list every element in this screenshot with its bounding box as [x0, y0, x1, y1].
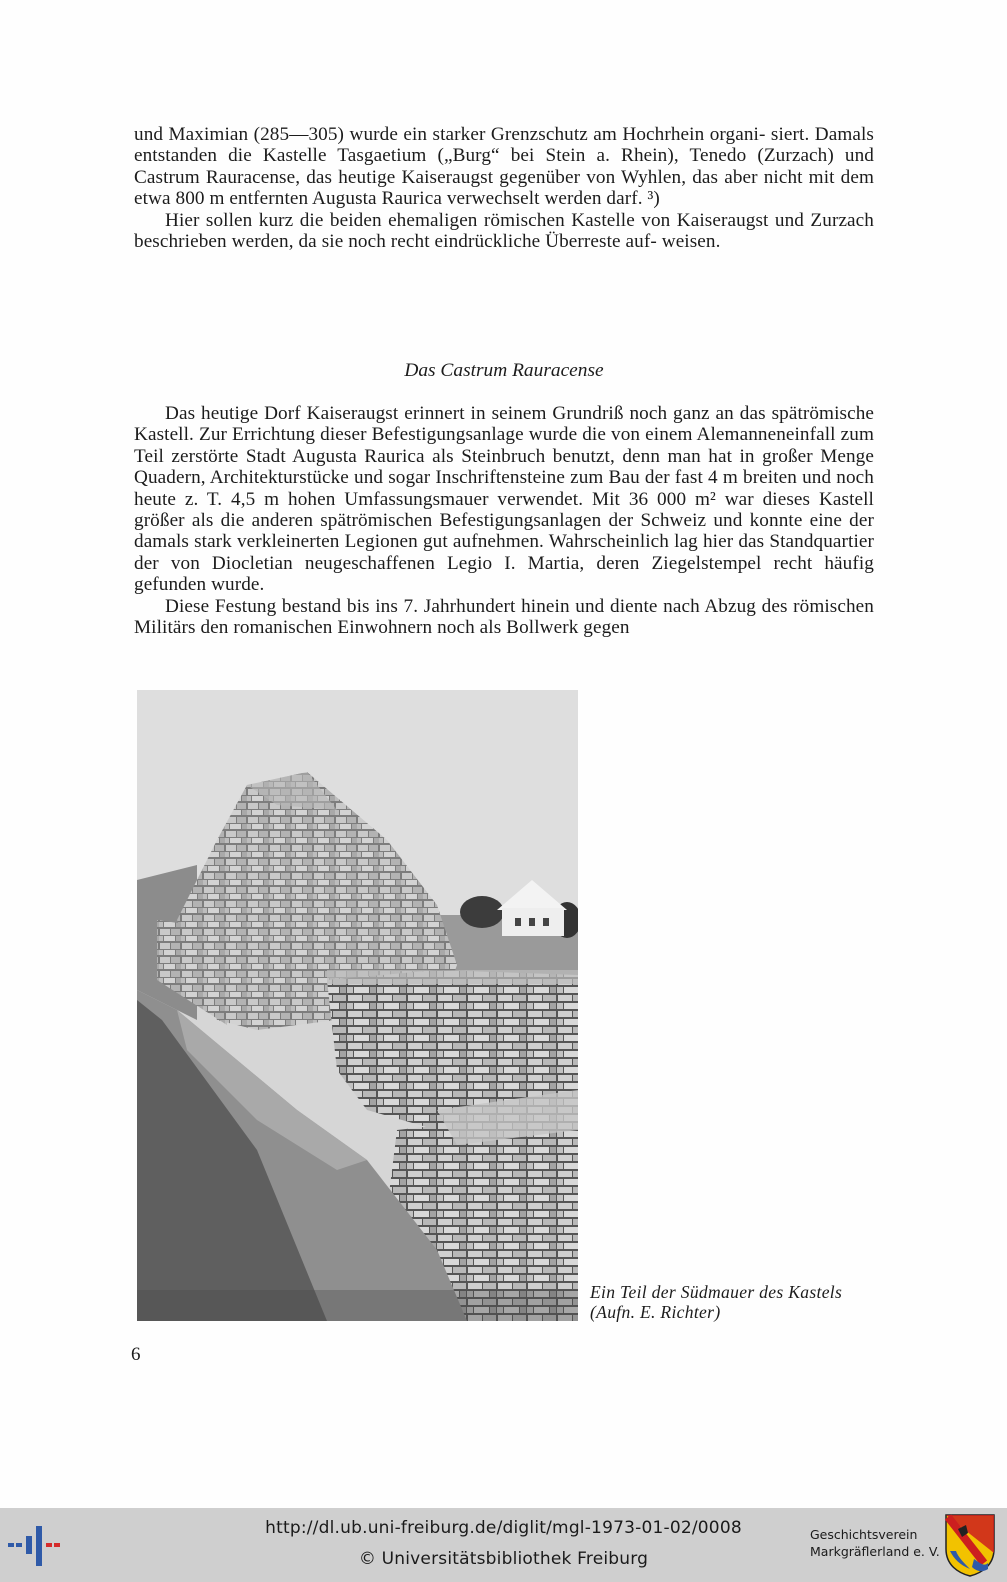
caption-line-2: (Aufn. E. Richter) [590, 1302, 721, 1322]
paragraph-intro: Hier sollen kurz die beiden ehemaligen römischen Kastelle von Kaiseraugst und Zurzach beschrieben werden, da sie noch recht eindrückliche Überreste auf- weisen. [134, 209, 874, 253]
caption-line-1: Ein Teil der Südmauer des Kastels [590, 1282, 843, 1302]
footer-bar [0, 1508, 1007, 1582]
paragraph-kaiseraugst: Das heutige Dorf Kaiseraugst erinnert in seinem Grundriß noch ganz an das spätrömische Kastell. Zur Errichtung dieser Befestigungsanlage wurde die von einem Alemanneneinfall zum Teil zerstörte Stadt Augusta Raurica als Steinbruch benutzt, denn man hat in großer Menge Quadern, Architekturstücke und sogar Inschriftensteine zum Bau der fast 4 m breiten und noch heute z. T. 4,5 m hohen Umfassungsmauer verwendet. Mit 36 000 m² war dieses Kastell größer als die anderen spätrömischen Befestigungsanlagen der Schweiz und konnte eine der damals stark verkleinerten Legionen gut aufnehmen. Wahrscheinlich lag hier das Standquartier der von Diocletian neugeschaffenen Legio I. Martia, deren Ziegelstempel recht häufig gefunden wurde. [134, 403, 875, 596]
page-number: 6 [131, 1344, 141, 1365]
paragraph-festung: Diese Festung bestand bis ins 7. Jahrhundert hinein und diente nach Abzug des römischen Militärs den romanischen Einwohnern noch als Bollwerk gegen [134, 595, 874, 639]
section-heading: Das Castrum Rauracense [404, 360, 604, 381]
coat-of-arms-icon [944, 1513, 996, 1577]
wall-photograph [137, 690, 578, 1321]
main-text-block [134, 403, 874, 638]
footer-copyright: © Universitätsbibliothek Freiburg [358, 1549, 649, 1569]
paragraph-continuation: und Maximian (285—305) wurde ein starker Grenzschutz am Hochrhein organi- siert. Damals entstanden die Kastelle Tasgaetium („Burg“ bei Stein a. Rhein), Tenedo (Zurzach) und Castrum Rauracense, das heutige Kaiseraugst gegenüber von Wyhlen, das aber nicht mit dem etwa 800 m entfernten Augusta Raurica verwechselt werden darf. ³) [134, 124, 874, 210]
photo-caption [590, 1282, 890, 1322]
society-name: Geschichtsverein Markgräflerland e. V. [810, 1527, 940, 1559]
footer-url-link[interactable]: http://dl.ub.uni-freiburg.de/diglit/mgl-1973-01-02/0008 [265, 1518, 742, 1538]
wall-photo-drawing [137, 690, 578, 1321]
intro-text-block [134, 124, 874, 252]
